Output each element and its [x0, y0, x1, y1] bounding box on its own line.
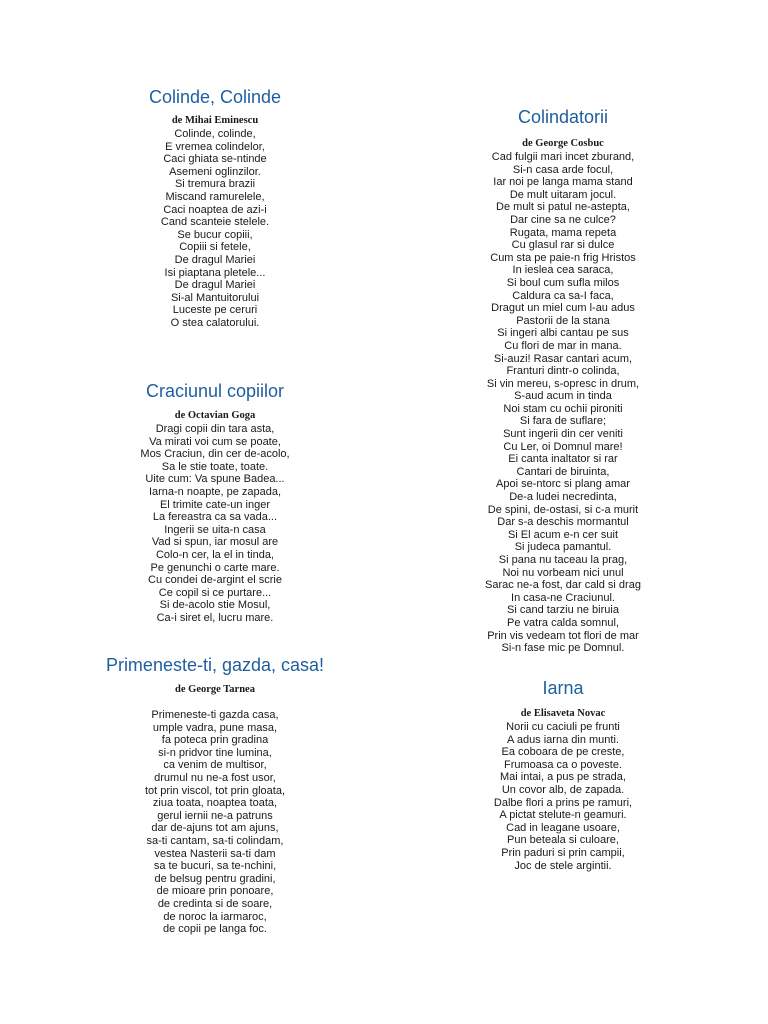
- poem-line: Dar s-a deschis mormantul: [497, 516, 629, 529]
- poem-line: Noi stam cu ochii pironiti: [503, 402, 623, 415]
- poem-primeneste-ti: [70, 654, 360, 936]
- poem-line: Si de-acolo stie Mosul,: [159, 599, 271, 612]
- poem-line: Ce copil si ce purtare...: [158, 586, 272, 599]
- poem-line: vestea Nasterii sa-ti dam: [154, 847, 276, 860]
- poem-line: Va mirati voi cum se poate,: [149, 435, 281, 448]
- poem-line: drumul nu ne-a fost usor,: [154, 771, 276, 784]
- poem-line: Si-n fase mic pe Domnul.: [501, 642, 625, 655]
- poem-line: De mult si patul ne-astepta,: [496, 201, 630, 214]
- poem-line: ca venim de multisor,: [163, 759, 267, 772]
- poem-craciunul-copiilor: [100, 380, 330, 625]
- poem-line: De spini, de-ostasi, si c-a murit: [487, 503, 639, 516]
- poem-line: A adus iarna din munti.: [507, 733, 619, 746]
- poem-colindatorii: [443, 106, 683, 655]
- poem-line: Copiii si fetele,: [179, 241, 251, 254]
- poem-line: Noi nu vorbeam nici unul: [502, 566, 624, 579]
- poem-line: Caci noaptea de azi-i: [163, 203, 267, 216]
- poem-line: Dar cine sa ne culce?: [510, 213, 616, 226]
- poem-author: de Mihai Eminescu: [171, 115, 259, 126]
- poem-line: Frumoasa ca o poveste.: [503, 758, 622, 771]
- poem-line: Un covor alb, de zapada.: [501, 783, 625, 796]
- poem-line: Cad in leagane usoare,: [506, 821, 620, 834]
- poem-line: De mult uitaram jocul.: [509, 188, 617, 201]
- poem-author: de Octavian Goga: [174, 410, 256, 421]
- poem-line: Prin vis vedeam tot flori de mar: [487, 629, 639, 642]
- poem-line: de mioare prin ponoare,: [156, 885, 274, 898]
- poem-line: Norii cu caciuli pe frunti: [506, 721, 620, 733]
- poem-line: sa-ti cantam, sa-ti colindam,: [146, 834, 284, 847]
- poem-author: de George Cosbuc: [522, 138, 604, 149]
- poem-line: Si cand tarziu ne biruia: [507, 604, 619, 617]
- poem-line: Vad si spun, iar mosul are: [151, 536, 279, 549]
- poem-line: Si-al Mantuitorului: [170, 291, 260, 304]
- poem-line: dar de-ajuns tot am ajuns,: [151, 822, 279, 835]
- poem-line: El trimite cate-un inger: [159, 498, 271, 511]
- poem-line: Cad fulgii mari incet zburand,: [491, 151, 635, 163]
- poem-line: sa te bucuri, sa te-nchini,: [153, 860, 277, 873]
- poem-line: Ei canta inaltator si rar: [508, 453, 618, 466]
- poem-line: Caldura ca sa-I faca,: [512, 289, 614, 302]
- poem-line: Prin paduri si prin campii,: [501, 846, 625, 859]
- poem-line: Se bucur copiii,: [177, 228, 253, 241]
- poem-line: Cu glasul rar si dulce: [511, 239, 615, 252]
- poem-line: umple vadra, pune masa,: [152, 721, 278, 734]
- poem-line: Ingerii se uita-n casa: [164, 523, 266, 536]
- poem-line: Si boul cum sufla milos: [506, 276, 620, 289]
- poem-author: de George Tarnea: [175, 684, 255, 695]
- poem-line: Sa le stie toate, toate.: [161, 460, 269, 473]
- poem-line: De-a ludei necredinta,: [509, 491, 617, 504]
- poem-title: Primeneste-ti, gazda, casa!: [105, 655, 325, 675]
- poem-line: fa poteca prin gradina: [161, 734, 269, 747]
- poem-line: Cu flori de mar in mana.: [504, 339, 622, 352]
- poem-line: E vremea colindelor,: [165, 140, 265, 153]
- poem-line: Luceste pe ceruri: [172, 304, 258, 317]
- poem-line: Pe genunchi o carte mare.: [150, 561, 280, 574]
- poem-lines: [70, 709, 360, 936]
- poem-line: Cu Ler, oi Domnul mare!: [503, 440, 623, 453]
- poem-line: tot prin viscol, tot prin gloata,: [144, 784, 285, 797]
- poem-lines: [443, 151, 683, 655]
- poem-line: Si-n casa arde focul,: [512, 163, 614, 176]
- poem-line: Dalbe flori a prins pe ramuri,: [493, 796, 633, 809]
- poem-line: gerul iernii ne-a patruns: [157, 809, 273, 822]
- poem-line: de copii pe langa foc.: [163, 923, 267, 936]
- poem-line: La fereastra ca sa vada...: [152, 511, 278, 524]
- poem-line: Colo-n cer, la el in tinda,: [155, 548, 274, 561]
- poem-line: Apoi se-ntorc si plang amar: [496, 478, 630, 491]
- poem-title: Colinde, Colinde: [148, 87, 282, 107]
- poem-line: Si tremura brazii: [174, 178, 256, 191]
- poem-line: Uite cum: Va spune Badea...: [145, 473, 285, 486]
- poem-line: Pun beteala si culoare,: [507, 834, 619, 847]
- poem-author: de Elisaveta Novac: [520, 708, 606, 719]
- poem-title: Colindatorii: [517, 107, 609, 127]
- poem-line: Joc de stele argintii.: [514, 859, 612, 872]
- poem-line: In casa-ne Craciunul.: [511, 591, 615, 604]
- poem-lines: [100, 128, 330, 330]
- poem-line: Iar noi pe langa mama stand: [493, 176, 633, 189]
- poem-line: Si El acum e-n cer suit: [507, 528, 619, 541]
- poem-line: Ea coboara de pe creste,: [501, 746, 625, 759]
- poem-line: Miscand ramurelele,: [165, 190, 265, 203]
- poem-line: Sunt ingerii din cer veniti: [503, 428, 623, 441]
- poem-line: A pictat stelute-n geamuri.: [499, 809, 627, 822]
- poem-line: Caci ghiata se-ntinde: [163, 153, 267, 166]
- poem-line: Sarac ne-a fost, dar cald si drag: [485, 579, 641, 592]
- poem-iarna: [443, 677, 683, 872]
- poem-line: Si-auzi! Rasar cantari acum,: [493, 352, 633, 365]
- poem-line: Cum sta pe paie-n frig Hristos: [490, 251, 636, 264]
- poem-line: ziua toata, noaptea toata,: [152, 797, 278, 810]
- poem-lines: [443, 721, 683, 872]
- poem-line: Si fara de suflare;: [519, 415, 607, 428]
- poem-line: Pastorii de la stana: [516, 314, 610, 327]
- poem-line: de belsug pentru gradini,: [154, 872, 276, 885]
- poem-line: Primeneste-ti gazda casa,: [151, 709, 279, 721]
- poem-colinde: [100, 86, 330, 330]
- poem-line: Pe vatra calda somnul,: [507, 616, 619, 629]
- poem-line: De dragul Mariei: [174, 279, 256, 292]
- poem-line: Si vin mereu, s-opresc in drum,: [486, 377, 640, 390]
- poem-line: Dragi copii din tara asta,: [155, 423, 275, 435]
- poem-line: Asemeni oglinzilor.: [169, 165, 261, 178]
- poem-line: si-n pridvor tine lumina,: [158, 746, 272, 759]
- poem-line: In ieslea cea saraca,: [512, 264, 614, 277]
- poem-line: Dragut un miel cum l-au adus: [491, 302, 635, 315]
- poem-line: Mai intai, a pus pe strada,: [500, 771, 626, 784]
- poem-line: De dragul Mariei: [174, 253, 256, 266]
- poem-line: Si judeca pamantul.: [514, 541, 612, 554]
- poem-line: Cantari de biruinta,: [516, 465, 610, 478]
- poem-line: Si pana nu taceau la prag,: [498, 554, 628, 566]
- poem-title: Craciunul copiilor: [145, 381, 285, 401]
- poem-line: de credinta si de soare,: [157, 897, 273, 910]
- poem-line: Colinde, colinde,: [174, 128, 256, 140]
- poem-lines: [100, 423, 330, 625]
- poem-line: Si ingeri albi cantau pe sus: [497, 327, 629, 340]
- poem-line: O stea calatorului.: [170, 316, 260, 329]
- poem-title: Iarna: [542, 678, 584, 698]
- poem-line: Mos Craciun, din cer de-acolo,: [140, 448, 290, 461]
- poem-line: Franturi dintr-o colinda,: [506, 365, 620, 378]
- poem-line: Cand scanteie stelele.: [160, 216, 270, 229]
- poem-line: Cu condei de-argint el scrie: [148, 574, 282, 587]
- poem-line: S-aud acum in tinda: [514, 390, 612, 403]
- poem-line: Iarna-n noapte, pe zapada,: [148, 485, 282, 498]
- poem-line: de noroc la iarmaroc,: [163, 910, 267, 923]
- poem-line: Isi piaptana pletele...: [164, 266, 266, 279]
- poem-line: Rugata, mama repeta: [509, 226, 617, 239]
- poem-line: Ca-i siret el, lucru mare.: [156, 611, 274, 624]
